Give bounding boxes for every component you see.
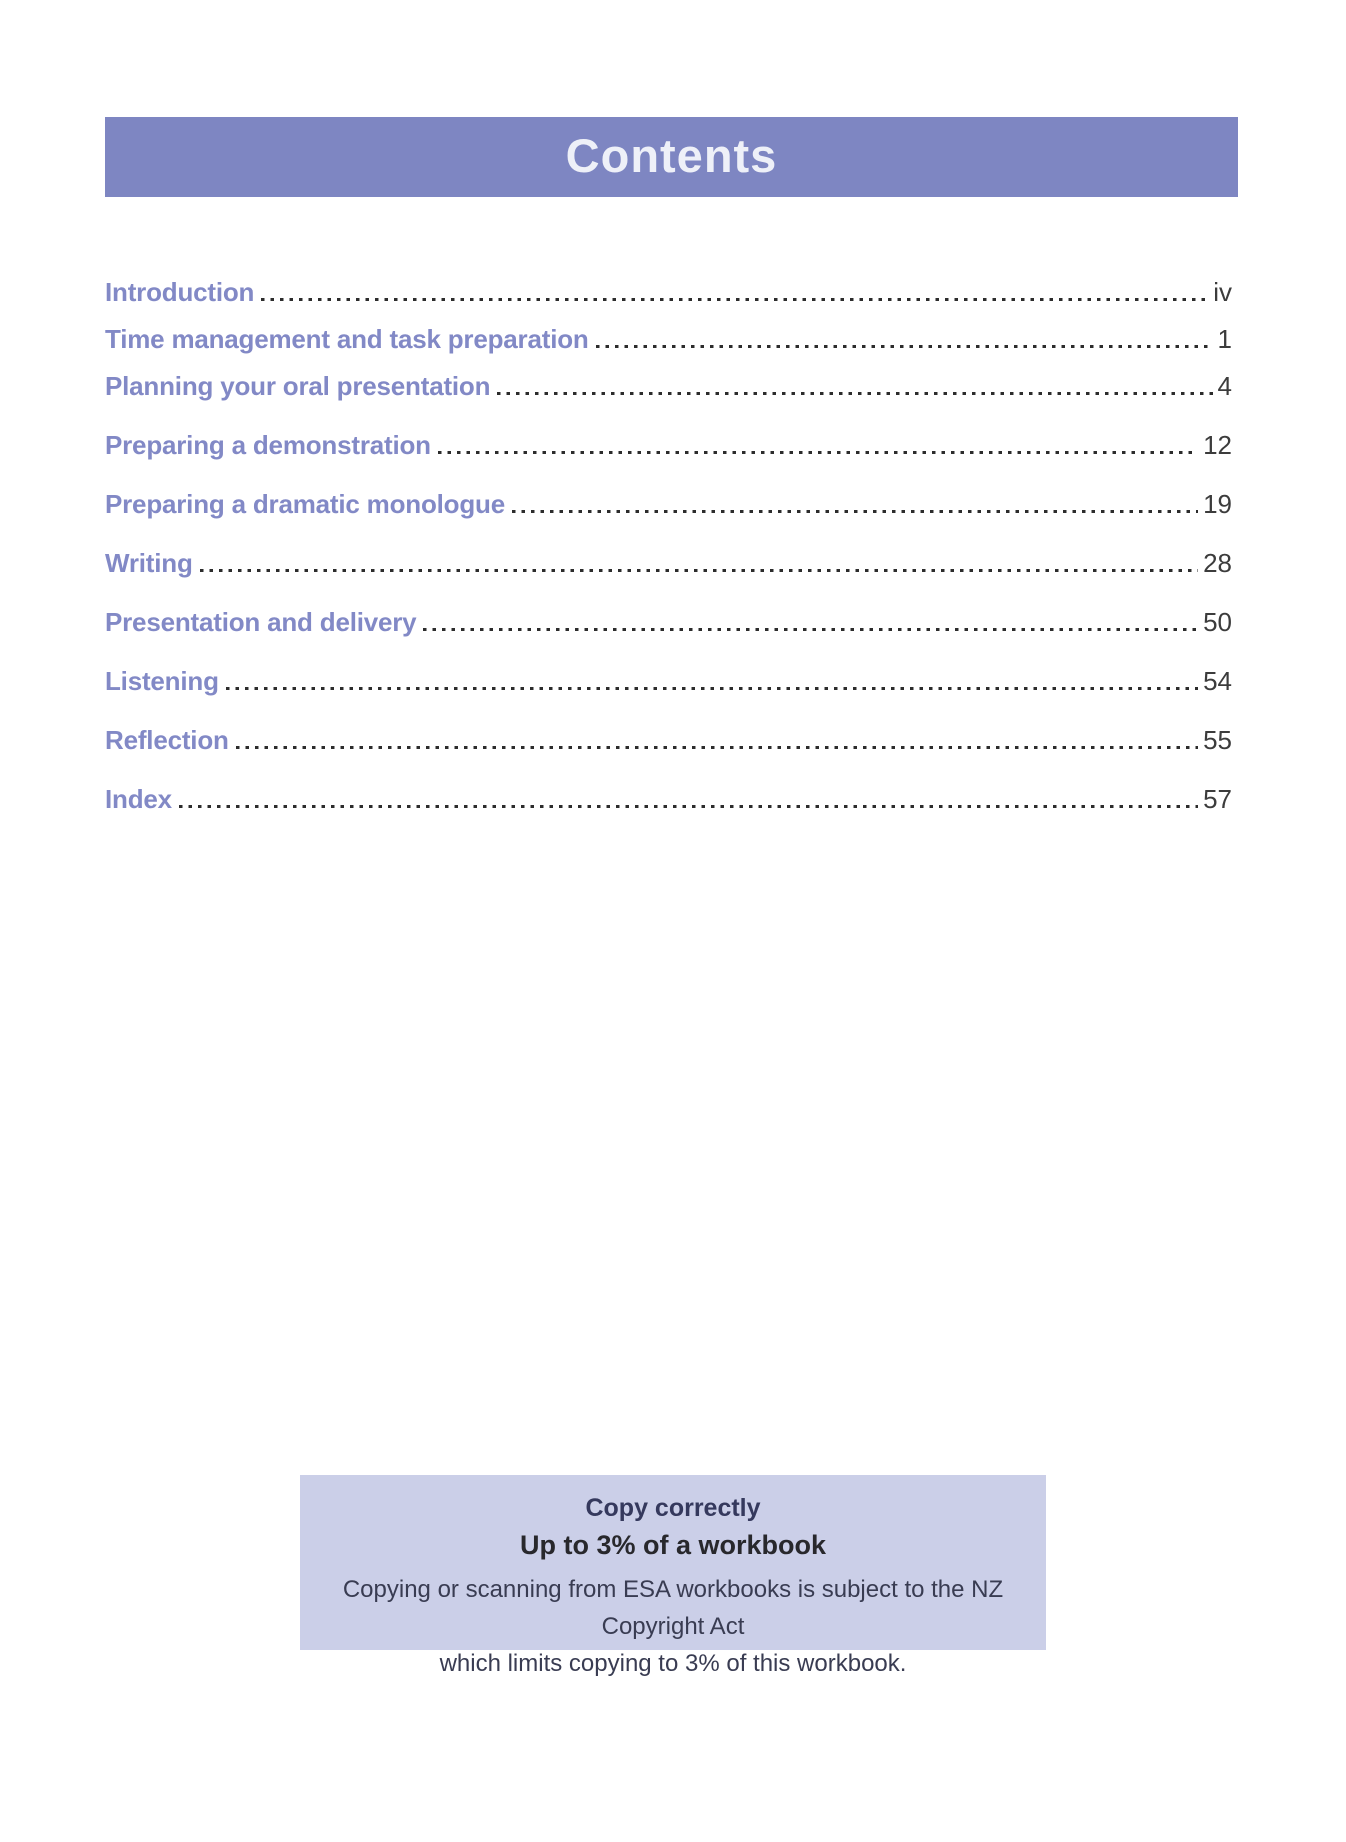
dotted-leader: [438, 430, 1198, 454]
toc-entry-page: 1: [1217, 324, 1232, 354]
dotted-leader: [179, 784, 1198, 808]
page-title: Contents: [565, 129, 778, 182]
toc-entry-page: 12: [1203, 430, 1232, 460]
toc-entry-page: 50: [1203, 607, 1232, 637]
toc-list: [105, 277, 1238, 831]
toc-entry-page: 54: [1203, 666, 1232, 696]
copyright-heading: Copy correctly: [585, 1494, 761, 1522]
toc-row: [105, 324, 1238, 371]
dotted-leader: [226, 666, 1198, 690]
copyright-subheading: Up to 3% of a workbook: [519, 1530, 827, 1560]
toc-entry-label: Time management and task preparation: [105, 324, 589, 354]
toc-entry-page: iv: [1213, 277, 1232, 307]
dotted-leader: [423, 607, 1198, 631]
toc-entry-label: Writing: [105, 548, 193, 578]
toc-entry-label: Preparing a demonstration: [105, 430, 431, 460]
toc-entry-label: Listening: [105, 666, 219, 696]
toc-row: [105, 430, 1238, 477]
toc-entry-label: Index: [105, 784, 172, 814]
toc-row: [105, 277, 1238, 324]
toc-row: [105, 666, 1238, 713]
toc-row: [105, 725, 1238, 772]
toc-row: [105, 548, 1238, 595]
dotted-leader: [261, 277, 1208, 301]
dotted-leader: [497, 371, 1212, 395]
toc-entry-page: 57: [1203, 784, 1232, 814]
dotted-leader: [596, 324, 1213, 348]
toc-row: [105, 607, 1238, 654]
toc-entry-label: Introduction: [105, 277, 255, 307]
toc-row: [105, 784, 1238, 831]
toc-row: [105, 489, 1238, 536]
title-band: [105, 117, 1238, 197]
copyright-body-line1: Copying or scanning from ESA workbooks is subject to the NZ Copyright Act: [342, 1576, 1004, 1640]
dotted-leader: [512, 489, 1198, 513]
dotted-leader: [236, 725, 1198, 749]
copyright-body-line2: which limits copying to 3% of this workbook.: [439, 1650, 907, 1677]
toc-entry-page: 19: [1203, 489, 1232, 519]
toc-entry-page: 28: [1203, 548, 1232, 578]
toc-entry-page: 4: [1217, 371, 1232, 401]
toc-entry-label: Preparing a dramatic monologue: [105, 489, 505, 519]
toc-entry-label: Presentation and delivery: [105, 607, 417, 637]
toc-entry-page: 55: [1203, 725, 1232, 755]
copyright-notice-box: [300, 1475, 1046, 1677]
toc-row: [105, 371, 1238, 418]
dotted-leader: [200, 548, 1198, 572]
copyright-body: [300, 1571, 1046, 1682]
toc-entry-label: Planning your oral presentation: [105, 371, 491, 401]
toc-entry-label: Reflection: [105, 725, 229, 755]
